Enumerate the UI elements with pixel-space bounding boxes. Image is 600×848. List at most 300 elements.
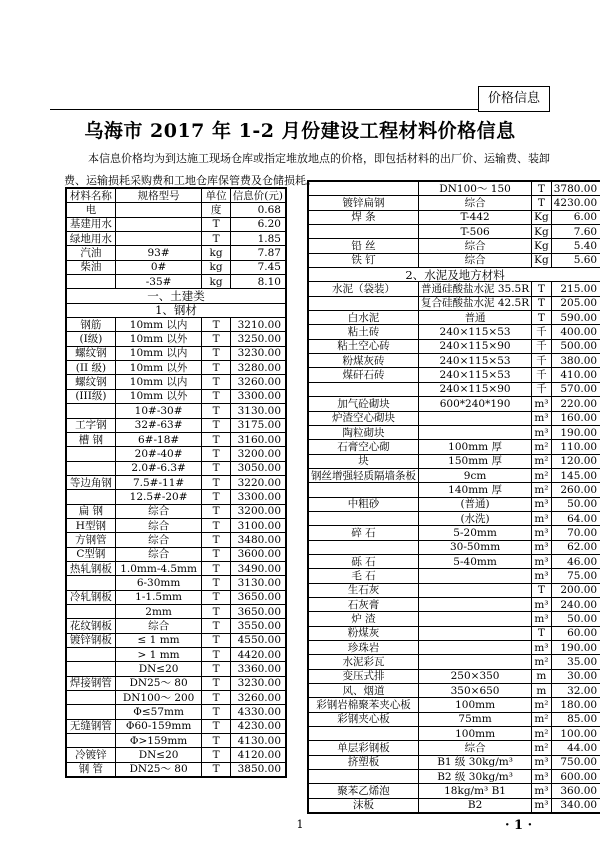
cell-unit: 度 (202, 203, 230, 217)
cell-name: 槽 钢 (66, 432, 115, 446)
cell-unit: m³ (532, 540, 552, 554)
cell-spec (419, 626, 532, 640)
cell-spec (419, 597, 532, 611)
cell-unit: m³ (532, 612, 552, 626)
cell-spec: 0# (115, 260, 202, 274)
cell-spec: B2 级 30kg/m³ (419, 770, 532, 784)
table-row (66, 461, 286, 475)
table-row (308, 354, 600, 368)
cell-unit: T (532, 181, 552, 196)
cell-spec: ≤ 1 mm (115, 633, 202, 647)
table-row (66, 203, 286, 217)
table-row (66, 576, 286, 590)
table-row (308, 755, 600, 769)
cell-spec: T-442 (419, 210, 532, 224)
cell-price: 7.87 (230, 246, 286, 260)
cell-price: 3600.00 (230, 547, 286, 561)
table-row (66, 375, 286, 389)
cell-spec: DN≤20 (115, 662, 202, 676)
cell-spec (419, 569, 532, 583)
cell-unit: T (532, 196, 552, 210)
cell-unit: m³ (532, 397, 552, 411)
table-row (66, 533, 286, 547)
cell-spec: 综合 (115, 547, 202, 561)
cell-name: 冷镀锌 (66, 748, 115, 762)
cell-unit: m³ (532, 784, 552, 798)
cell-price: 120.00 (551, 454, 600, 468)
cell-price: 4330.00 (230, 705, 286, 719)
table-row (66, 648, 286, 662)
cell-unit: m³ (532, 554, 552, 568)
table-row (308, 497, 600, 511)
cell-price: 215.00 (551, 282, 600, 296)
cell-price: 340.00 (551, 798, 600, 813)
table-row (308, 526, 600, 540)
cell-name: 炉渣空心砌块 (308, 411, 419, 425)
cell-name (66, 490, 115, 504)
table-row (308, 655, 600, 669)
cell-unit: m² (532, 698, 552, 712)
table-row (308, 282, 600, 296)
table-row (308, 296, 600, 310)
cell-name: 煤矸石砖 (308, 368, 419, 382)
cell-name (66, 662, 115, 676)
cell-price: 3280.00 (230, 361, 286, 375)
cell-unit: T (532, 626, 552, 640)
cell-price: 44.00 (551, 741, 600, 755)
cell-price: 380.00 (551, 354, 600, 368)
table-row (66, 734, 286, 748)
cell-price: 64.00 (551, 511, 600, 525)
cell-name: 毛 石 (308, 569, 419, 583)
cell-spec: 10mm 以内 (115, 318, 202, 332)
cell-price: 160.00 (551, 411, 600, 425)
cell-spec: 6#-18# (115, 432, 202, 446)
cell-spec: T-506 (419, 225, 532, 239)
cell-price: 3300.00 (230, 389, 286, 403)
table-row (66, 332, 286, 346)
cell-unit: 千 (532, 325, 552, 339)
cell-unit: m³ (532, 597, 552, 611)
table-row (308, 641, 600, 655)
cell-unit: T (202, 475, 230, 489)
cell-spec: 6-30mm (115, 576, 202, 590)
cell-name: C型钢 (66, 547, 115, 561)
table-row (308, 325, 600, 339)
table-row (308, 225, 600, 239)
cell-price: 70.00 (551, 526, 600, 540)
cell-price: 3160.00 (230, 432, 286, 446)
cell-name: 工字钢 (66, 418, 115, 432)
table-row (66, 447, 286, 461)
cell-unit: T (202, 375, 230, 389)
cell-price: 1.85 (230, 232, 286, 246)
cell-spec: 18kg/m³ B1 (419, 784, 532, 798)
cell-name: 生石灰 (308, 583, 419, 597)
cell-unit: T (202, 490, 230, 504)
cell-name: H型钢 (66, 518, 115, 532)
cell-unit: 千 (532, 354, 552, 368)
cell-price: 3260.00 (230, 691, 286, 705)
cell-price: 400.00 (551, 325, 600, 339)
cell-unit: m³ (532, 569, 552, 583)
cell-name (66, 461, 115, 475)
cell-unit: T (202, 748, 230, 762)
table-row (308, 712, 600, 726)
cell-spec: DN25～ 80 (115, 676, 202, 690)
cell-unit: m² (532, 440, 552, 454)
table-row (66, 590, 286, 604)
cell-name: 钢筋 (66, 318, 115, 332)
table-row (66, 475, 286, 489)
cell-price: 110.00 (551, 440, 600, 454)
cell-price: 5.60 (551, 253, 600, 267)
table-row (66, 633, 286, 647)
header-rule (50, 109, 478, 110)
cell-price: 3260.00 (230, 375, 286, 389)
cell-price: 3850.00 (230, 762, 286, 777)
table-row (66, 232, 286, 246)
table-row (66, 762, 286, 777)
table-row (308, 554, 600, 568)
cell-spec: DN100～ 200 (115, 691, 202, 705)
cell-unit: T (202, 590, 230, 604)
cell-spec: 100mm 厚 (419, 440, 532, 454)
cell-unit: m³ (532, 755, 552, 769)
table-row (66, 246, 286, 260)
table-row (308, 411, 600, 425)
cell-name: 方钢管 (66, 533, 115, 547)
cell-name (66, 275, 115, 289)
cell-price: 3050.00 (230, 461, 286, 475)
cell-name: 焊接钢管 (66, 676, 115, 690)
cell-name: 碎 石 (308, 526, 419, 540)
cell-name: 螺纹钢 (66, 346, 115, 360)
cell-name: 柴油 (66, 260, 115, 274)
cell-price: 4420.00 (230, 648, 286, 662)
cell-price: 0.68 (230, 203, 286, 217)
page-number: 1 (296, 818, 304, 831)
table-row (66, 662, 286, 676)
cell-name (66, 705, 115, 719)
cell-name: 铅 丝 (308, 239, 419, 253)
table-row (66, 361, 286, 375)
section-heading: 2、水泥及地方材料 (308, 268, 600, 282)
cell-unit: kg (202, 275, 230, 289)
cell-price: 220.00 (551, 397, 600, 411)
cell-name: 水泥彩瓦 (308, 655, 419, 669)
cell-unit: T (202, 762, 230, 777)
cell-price: 3210.00 (230, 318, 286, 332)
cell-spec: 2mm (115, 604, 202, 618)
cell-spec: 9cm (419, 468, 532, 482)
cell-spec (115, 217, 202, 231)
header-spec: 规格型号 (115, 188, 202, 203)
section-row (66, 303, 286, 317)
cell-spec: (普通) (419, 497, 532, 511)
cell-unit: T (202, 662, 230, 676)
cell-price: 3650.00 (230, 604, 286, 618)
table-row (66, 691, 286, 705)
table-row (308, 483, 600, 497)
cell-spec: 普通 (419, 311, 532, 325)
cell-unit: T (202, 504, 230, 518)
cell-price: 5.40 (551, 239, 600, 253)
cell-price: 500.00 (551, 339, 600, 353)
table-row (308, 727, 600, 741)
left-price-table (65, 187, 287, 778)
table-row (308, 669, 600, 683)
cell-unit: 千 (532, 382, 552, 396)
cell-price: 410.00 (551, 368, 600, 382)
table-row (308, 540, 600, 554)
table-row (308, 253, 600, 267)
cell-unit: m² (532, 468, 552, 482)
cell-name: 挤塑板 (308, 755, 419, 769)
cell-price: 85.00 (551, 712, 600, 726)
table-row (66, 719, 286, 733)
cell-unit: m² (532, 741, 552, 755)
cell-name (66, 648, 115, 662)
table-row (308, 468, 600, 482)
cell-spec: 12.5#-20# (115, 490, 202, 504)
section-tag: 价格信息 (478, 86, 550, 112)
cell-price: 4130.00 (230, 734, 286, 748)
cell-name: 粉煤灰砖 (308, 354, 419, 368)
cell-name: 彩钢夹心板 (308, 712, 419, 726)
cell-price: 260.00 (551, 483, 600, 497)
page-title: 乌海市 2017 年 1-2 月份建设工程材料价格信息 (84, 120, 516, 142)
cell-name: 冷轧钢板 (66, 590, 115, 604)
cell-spec: 75mm (419, 712, 532, 726)
cell-price: 46.00 (551, 554, 600, 568)
cell-unit: T (202, 389, 230, 403)
cell-price: 3230.00 (230, 346, 286, 360)
cell-price: 75.00 (551, 569, 600, 583)
section-row (308, 268, 600, 282)
cell-price: 590.00 (551, 311, 600, 325)
cell-price: 8.10 (230, 275, 286, 289)
table-row (66, 404, 286, 418)
cell-spec: Φ≤57mm (115, 705, 202, 719)
table-row (66, 418, 286, 432)
cell-unit: T (202, 604, 230, 618)
cell-name: 陶粒砌块 (308, 425, 419, 439)
cell-name: 加气砼砌块 (308, 397, 419, 411)
cell-name: 热轧钢板 (66, 561, 115, 575)
cell-spec: 综合 (419, 253, 532, 267)
table-row (66, 619, 286, 633)
cell-unit: Kg (532, 239, 552, 253)
cell-price: 3360.00 (230, 662, 286, 676)
table-row (66, 260, 286, 274)
cell-price: 145.00 (551, 468, 600, 482)
cell-spec: 240×115×53 (419, 368, 532, 382)
cell-unit: Kg (532, 225, 552, 239)
cell-name: 无缝钢管 (66, 719, 115, 733)
cell-name: 白水泥 (308, 311, 419, 325)
cell-name (308, 511, 419, 525)
table-row (308, 196, 600, 210)
cell-unit: m² (532, 712, 552, 726)
cell-price: 3300.00 (230, 490, 286, 504)
cell-name: 单层彩钢板 (308, 741, 419, 755)
table-row (66, 676, 286, 690)
cell-unit: T (202, 561, 230, 575)
cell-spec: 综合 (419, 196, 532, 210)
cell-unit: T (202, 619, 230, 633)
cell-unit: m³ (532, 526, 552, 540)
cell-unit: T (202, 719, 230, 733)
cell-name: (I级) (66, 332, 115, 346)
cell-unit: T (202, 361, 230, 375)
section-heading: 一、土建类 (66, 289, 286, 303)
cell-spec: DN100～ 150 (419, 181, 532, 196)
table-row (308, 626, 600, 640)
cell-spec (419, 612, 532, 626)
table-row (66, 547, 286, 561)
header-unit: 单位 (202, 188, 230, 203)
cell-spec: 1.0mm-4.5mm (115, 561, 202, 575)
table-row (66, 432, 286, 446)
cell-price: 205.00 (551, 296, 600, 310)
cell-name: 石膏空心砌 (308, 440, 419, 454)
cell-price: 3130.00 (230, 404, 286, 418)
cell-spec: 240×115×90 (419, 339, 532, 353)
cell-spec: Φ60-159mm (115, 719, 202, 733)
cell-price: 3220.00 (230, 475, 286, 489)
cell-unit: m³ (532, 511, 552, 525)
cell-name: 石灰膏 (308, 597, 419, 611)
cell-name: 沫板 (308, 798, 419, 813)
cell-unit: m³ (532, 411, 552, 425)
table-row (66, 518, 286, 532)
cell-price: 3230.00 (230, 676, 286, 690)
table-row (308, 583, 600, 597)
cell-name (308, 296, 419, 310)
cell-price: 6.20 (230, 217, 286, 231)
cell-unit: T (202, 217, 230, 231)
cell-name (66, 447, 115, 461)
table-row (66, 561, 286, 575)
cell-spec: 10mm 以内 (115, 346, 202, 360)
cell-name: 铁 钉 (308, 253, 419, 267)
table-row (308, 511, 600, 525)
cell-name: 炉 渣 (308, 612, 419, 626)
folio: · 1 · (505, 818, 533, 833)
cell-spec: DN25～ 80 (115, 762, 202, 777)
cell-spec: 7.5#-11# (115, 475, 202, 489)
cell-name: 水泥（袋装） (308, 282, 419, 296)
cell-unit: T (202, 547, 230, 561)
cell-price: 50.00 (551, 497, 600, 511)
section-row (66, 289, 286, 303)
header-material: 材料名称 (66, 188, 115, 203)
cell-spec: 240×115×90 (419, 382, 532, 396)
cell-spec: B2 (419, 798, 532, 813)
cell-spec: 综合 (115, 533, 202, 547)
cell-spec: 5-20mm (419, 526, 532, 540)
cell-price: 32.00 (551, 684, 600, 698)
cell-unit: T (532, 583, 552, 597)
cell-name: 镀锌钢板 (66, 633, 115, 647)
cell-spec: 250×350 (419, 669, 532, 683)
table-row (308, 440, 600, 454)
cell-price: 360.00 (551, 784, 600, 798)
cell-spec: 150mm 厚 (419, 454, 532, 468)
cell-unit: T (532, 296, 552, 310)
cell-name: 基建用水 (66, 217, 115, 231)
cell-name: 钢丝增强轻质隔墙条板 (308, 468, 419, 482)
cell-name: 螺纹钢 (66, 375, 115, 389)
cell-name: 电 (66, 203, 115, 217)
cell-price: 750.00 (551, 755, 600, 769)
table-row (308, 569, 600, 583)
cell-name: 钢 管 (66, 762, 115, 777)
cell-price: 3550.00 (230, 619, 286, 633)
cell-price: 200.00 (551, 583, 600, 597)
cell-name: 绿地用水 (66, 232, 115, 246)
cell-name: 变压式排 (308, 669, 419, 683)
cell-name (308, 382, 419, 396)
cell-unit: T (202, 705, 230, 719)
cell-spec: 30-50mm (419, 540, 532, 554)
cell-spec: -35# (115, 275, 202, 289)
cell-spec (419, 641, 532, 655)
header-price: 信息价(元) (230, 188, 286, 203)
cell-unit: T (202, 418, 230, 432)
cell-price: 3650.00 (230, 590, 286, 604)
cell-unit: Kg (532, 210, 552, 224)
cell-unit: m² (532, 727, 552, 741)
cell-name: (II 级) (66, 361, 115, 375)
cell-name: 镀锌扁钢 (308, 196, 419, 210)
table-row (308, 311, 600, 325)
cell-unit: T (202, 447, 230, 461)
cell-name: 扁 钢 (66, 504, 115, 518)
cell-name: 焊 条 (308, 210, 419, 224)
cell-spec: 1-1.5mm (115, 590, 202, 604)
cell-name: 粘土砖 (308, 325, 419, 339)
cell-price: 7.60 (551, 225, 600, 239)
cell-unit: T (202, 432, 230, 446)
table-row (308, 597, 600, 611)
cell-spec (115, 203, 202, 217)
table-row (308, 368, 600, 382)
cell-spec: Φ>159mm (115, 734, 202, 748)
cell-unit: m (532, 669, 552, 683)
table-row (308, 210, 600, 224)
cell-name (66, 734, 115, 748)
cell-spec: > 1 mm (115, 648, 202, 662)
cell-name: 粘土空心砖 (308, 339, 419, 353)
cell-spec: 复合硅酸盐水泥 42.5R (419, 296, 532, 310)
table-row (66, 504, 286, 518)
cell-spec: 2.0#-6.3# (115, 461, 202, 475)
cell-name (308, 727, 419, 741)
cell-price: 570.00 (551, 382, 600, 396)
cell-spec: 93# (115, 246, 202, 260)
cell-unit: T (202, 518, 230, 532)
cell-unit: m³ (532, 425, 552, 439)
cell-price: 60.00 (551, 626, 600, 640)
cell-spec: 5-40mm (419, 554, 532, 568)
cell-name: 汽油 (66, 246, 115, 260)
table-row (66, 346, 286, 360)
cell-price: 3200.00 (230, 447, 286, 461)
cell-unit: m (532, 684, 552, 698)
cell-price: 100.00 (551, 727, 600, 741)
